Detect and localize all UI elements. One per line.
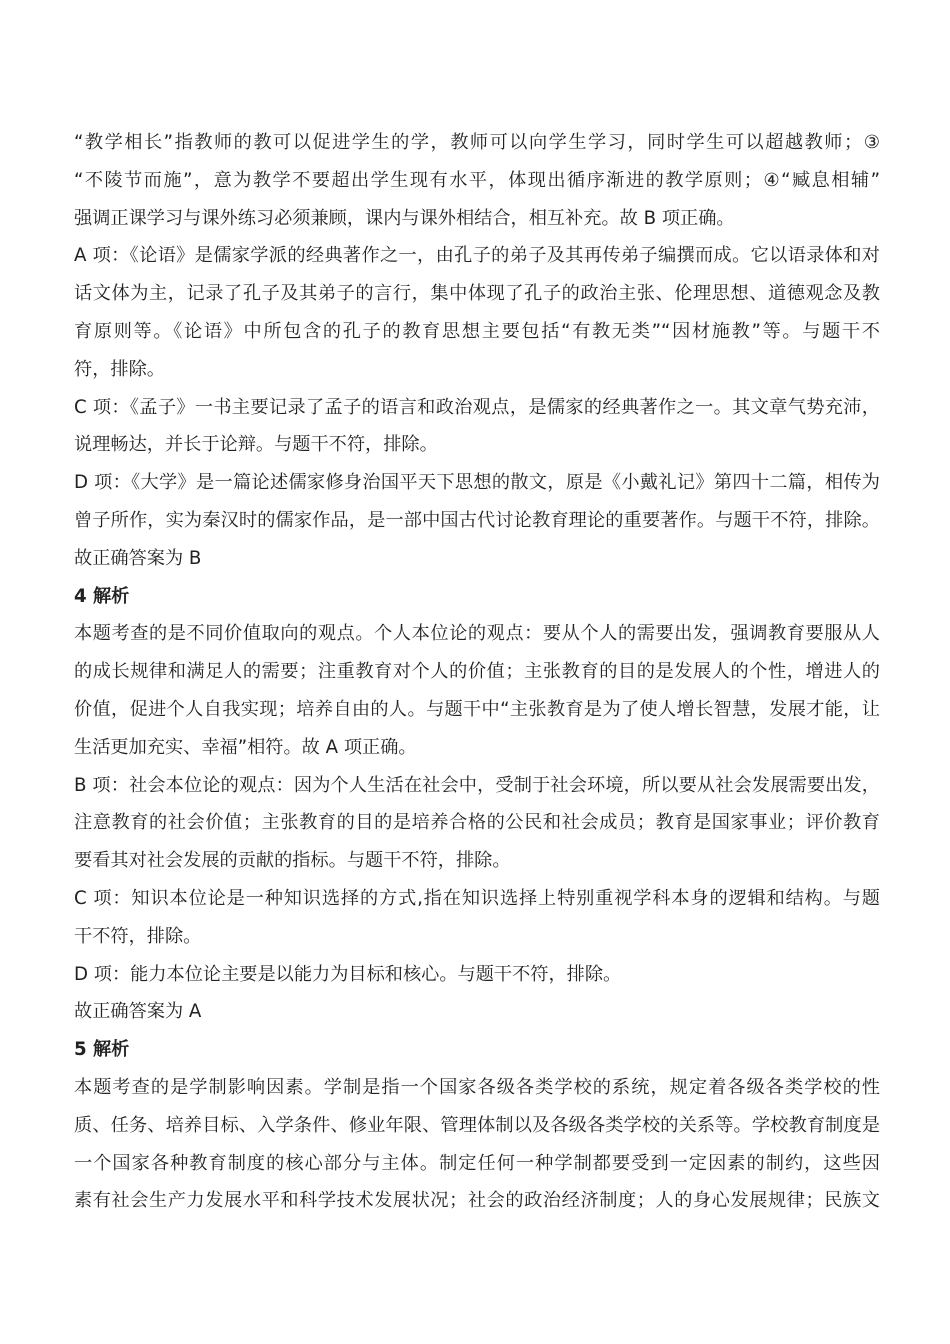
answer-line: 故正确答案为 A	[74, 1001, 202, 1023]
text-line: 符，排除。	[74, 358, 165, 380]
text-line: 素有社会生产力发展水平和科学技术发展状况；社会的政治经济制度；人的身心发展规律；民族文	[74, 1190, 880, 1212]
text-line: C 项：知识本位论是一种知识选择的方式,指在知识选择上特别重视学科本身的逻辑和结构。与题	[74, 887, 880, 909]
text-line: D 项：能力本位论主要是以能力为目标和核心。与题干不符，排除。	[74, 963, 622, 985]
answer-line: 故正确答案为 B	[74, 547, 202, 569]
document-page	[74, 124, 880, 1220]
text-line: “不陵节而施”，意为教学不要超出学生现有水平，体现出循序渐进的教学原则；④“臧息相辅”	[74, 169, 880, 191]
text-line: 话文体为主，记录了孔子及其弟子的言行，集中体现了孔子的政治主张、伦理思想、道德观念及教	[74, 283, 880, 305]
text-line: 质、任务、培养目标、入学条件、修业年限、管理体制以及各级各类学校的关系等。学校教育制度是	[74, 1114, 880, 1136]
text-line: B 项：社会本位论的观点：因为个人生活在社会中，受制于社会环境，所以要从社会发展需要出发，	[74, 774, 880, 796]
text-line: 一个国家各种教育制度的核心部分与主体。制定任何一种学制都要受到一定因素的制约，这些因	[74, 1152, 880, 1174]
text-line: 曾子所作，实为秦汉时的儒家作品，是一部中国古代讨论教育理论的重要著作。与题干不符，排除。	[74, 509, 880, 531]
text-line: 要看其对社会发展的贡献的指标。与题干不符，排除。	[74, 850, 511, 872]
section-heading: 4 解析	[74, 585, 130, 607]
text-line: 价值，促进个人自我实现；培养自由的人。与题干中“主张教育是为了使人增长智慧，发展才能，让	[74, 698, 880, 720]
text-line: 强调正课学习与课外练习必须兼顾，课内与课外相结合，相互补充。故 B 项正确。	[74, 207, 735, 229]
text-line: 干不符，排除。	[74, 925, 202, 947]
section-heading: 5 解析	[74, 1039, 130, 1061]
text-line: C 项：《孟子》一书主要记录了孟子的语言和政治观点，是儒家的经典著作之一。其文章气势充沛，	[74, 396, 880, 418]
text-line: 本题考查的是不同价值取向的观点。个人本位论的观点：要从个人的需要出发，强调教育要服从人	[74, 623, 880, 645]
text-line: 说理畅达，并长于论辩。与题干不符，排除。	[74, 434, 438, 456]
text-line: 本题考查的是学制影响因素。学制是指一个国家各级各类学校的系统，规定着各级各类学校的性	[74, 1076, 880, 1098]
text-line: 生活更加充实、幸福”相符。故 A 项正确。	[74, 736, 417, 758]
text-line: 的成长规律和满足人的需要；注重教育对个人的价值；主张教育的目的是发展人的个性，增进人的	[74, 661, 880, 683]
text-line: 注意教育的社会价值；主张教育的目的是培养合格的公民和社会成员；教育是国家事业；评价教育	[74, 812, 880, 834]
text-line: “教学相长”指教师的教可以促进学生的学，教师可以向学生学习，同时学生可以超越教师；③	[74, 132, 880, 153]
text-line: D 项：《大学》是一篇论述儒家修身治国平天下思想的散文，原是《小戴礼记》第四十二篇，相传为	[74, 472, 880, 494]
text-line: 育原则等。《论语》中所包含的孔子的教育思想主要包括“有教无类”“因材施教”等。与题干不	[74, 320, 880, 342]
text-line: A 项：《论语》是儒家学派的经典著作之一，由孔子的弟子及其再传弟子编撰而成。它以语录体和对	[74, 245, 880, 267]
